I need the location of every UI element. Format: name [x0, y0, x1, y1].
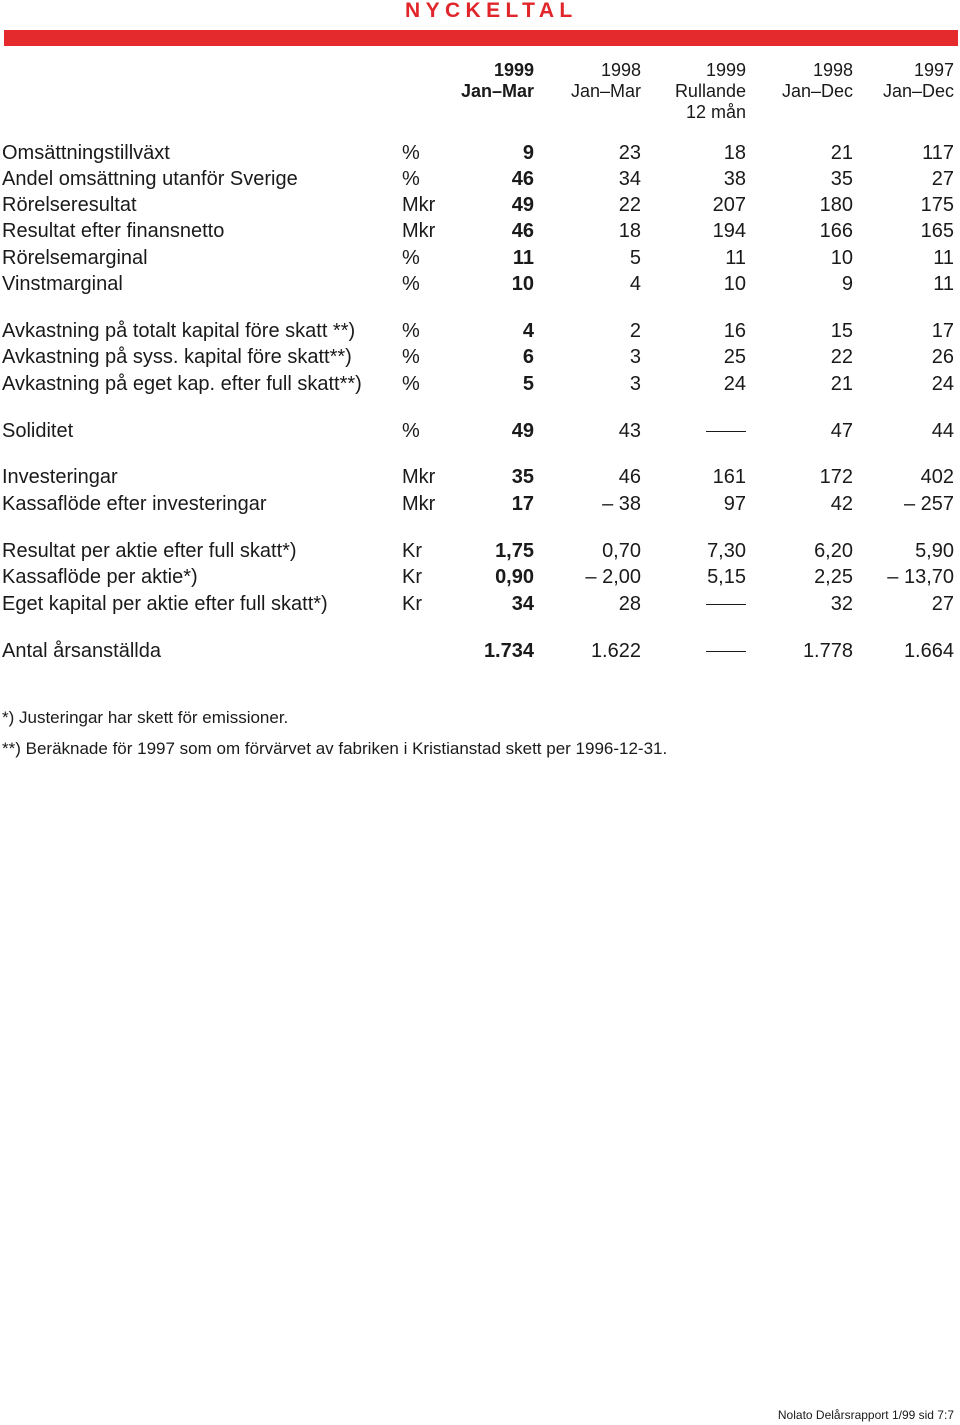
row-value: 26: [931, 346, 954, 368]
page-title: NYCKELTAL: [405, 0, 578, 22]
row-value: 23: [618, 142, 641, 164]
row-value: 9: [522, 142, 534, 164]
empty-value-dash: [706, 418, 746, 444]
table-row: [0, 464, 960, 490]
row-value: 38: [723, 168, 746, 190]
row-value: 117: [922, 142, 954, 164]
row-value: 46: [511, 220, 534, 242]
column-header-subperiod: 12 mån: [685, 102, 746, 122]
row-value: 10: [830, 247, 853, 269]
row-value: 1.778: [802, 640, 853, 662]
row-value: – 2,00: [585, 566, 641, 588]
row-label: Avkastning på totalt kapital före skatt **): [2, 320, 356, 342]
column-header-period: Jan–Mar: [460, 81, 534, 101]
row-label: Vinstmarginal: [2, 273, 123, 295]
row-label: Kassaflöde efter investeringar: [2, 493, 267, 515]
row-label: Antal årsanställda: [2, 640, 161, 662]
row-value: 97: [723, 493, 746, 515]
row-unit: Kr: [402, 593, 422, 615]
row-value: 18: [723, 142, 746, 164]
row-unit: %: [402, 320, 420, 342]
row-value: 35: [830, 168, 853, 190]
row-value: 166: [819, 220, 853, 242]
row-label: Resultat efter finansnetto: [2, 220, 225, 242]
table-row: [0, 166, 960, 192]
row-value: 17: [511, 493, 534, 515]
row-value: 44: [931, 420, 954, 442]
row-value: 5: [522, 373, 534, 395]
row-value: 5: [629, 247, 641, 269]
row-value: 22: [830, 346, 853, 368]
row-label: Investeringar: [2, 466, 118, 488]
column-header-period: Rullande: [674, 81, 746, 101]
row-value: 402: [920, 466, 954, 488]
row-value: 9: [841, 273, 853, 295]
dash-line: [706, 431, 746, 433]
column-header-year: 1999: [705, 60, 746, 80]
column-header-2: [675, 60, 746, 123]
row-unit: %: [402, 373, 420, 395]
row-value: – 38: [602, 493, 641, 515]
row-unit: Kr: [402, 566, 422, 588]
table-row: [0, 491, 960, 517]
footnote: **) Beräknade för 1997 som om förvärvet av fabriken i Kristianstad skett per 1996-12-31.: [2, 739, 668, 758]
row-value: 4: [522, 320, 534, 342]
row-value: 194: [712, 220, 746, 242]
row-value: 1.664: [903, 640, 954, 662]
row-label: Omsättningstillväxt: [2, 142, 170, 164]
column-header-0: [461, 60, 534, 102]
row-unit: %: [402, 420, 420, 442]
empty-value-dash: [706, 638, 746, 664]
row-label: Andel omsättning utanför Sverige: [2, 168, 298, 190]
table-row: [0, 564, 960, 590]
row-value: 7,30: [707, 540, 746, 562]
table-row: [0, 318, 960, 344]
row-value: 35: [511, 466, 534, 488]
row-value: 3: [629, 346, 641, 368]
row-value: 6,20: [814, 540, 853, 562]
row-value: 165: [920, 220, 954, 242]
row-value: 16: [723, 320, 746, 342]
row-value: 11: [933, 247, 954, 269]
row-unit: Mkr: [402, 220, 436, 242]
row-value: 5,90: [915, 540, 954, 562]
row-value: 34: [511, 593, 534, 615]
row-label: Rörelseresultat: [2, 194, 137, 216]
row-value: – 13,70: [887, 566, 954, 588]
row-value: 11: [512, 247, 534, 269]
table-row: [0, 638, 960, 664]
table-row: [0, 245, 960, 271]
row-value: 172: [819, 466, 853, 488]
empty-value-dash: [706, 591, 746, 617]
row-value: 175: [920, 194, 954, 216]
column-header-period: Jan–Mar: [570, 81, 641, 101]
row-label: Kassaflöde per aktie*): [2, 566, 198, 588]
column-header-year: 1998: [812, 60, 853, 80]
row-value: 21: [830, 373, 853, 395]
row-value: 43: [618, 420, 641, 442]
column-header-period: Jan–Dec: [781, 81, 853, 101]
row-label: Rörelsemarginal: [2, 247, 148, 269]
row-value: 24: [931, 373, 954, 395]
title-bar: [4, 30, 958, 46]
page-reference: Nolato Delårsrapport 1/99 sid 7:7: [777, 1408, 954, 1422]
row-value: 180: [819, 194, 853, 216]
column-header-3: [782, 60, 853, 102]
column-header-period: Jan–Dec: [882, 81, 954, 101]
row-value: 46: [618, 466, 641, 488]
row-value: 17: [931, 320, 954, 342]
row-unit: Mkr: [402, 493, 436, 515]
row-value: 47: [830, 420, 853, 442]
row-value: 1.734: [483, 640, 534, 662]
row-value: 34: [618, 168, 641, 190]
row-label: Soliditet: [2, 420, 74, 442]
table-row: [0, 192, 960, 218]
row-unit: %: [402, 273, 420, 295]
table-row: [0, 591, 960, 617]
row-value: 11: [725, 247, 746, 269]
row-unit: Kr: [402, 540, 422, 562]
row-value: 22: [618, 194, 641, 216]
row-value: 5,15: [707, 566, 746, 588]
table-row: [0, 140, 960, 166]
row-unit: Mkr: [402, 194, 436, 216]
table-row: [0, 418, 960, 444]
column-header-year: 1998: [600, 60, 641, 80]
row-unit: Mkr: [402, 466, 436, 488]
row-value: 21: [830, 142, 853, 164]
row-value: 18: [618, 220, 641, 242]
row-value: 24: [723, 373, 746, 395]
row-value: 1.622: [590, 640, 641, 662]
footnote: *) Justeringar har skett för emissioner.: [2, 708, 289, 727]
row-value: 2,25: [814, 566, 853, 588]
column-header-4: [883, 60, 954, 102]
row-label: Avkastning på eget kap. efter full skatt**): [2, 373, 362, 395]
row-value: 32: [830, 593, 853, 615]
row-value: 15: [830, 320, 853, 342]
row-label: Resultat per aktie efter full skatt*): [2, 540, 297, 562]
row-unit: %: [402, 346, 420, 368]
table-row: [0, 218, 960, 244]
row-value: – 257: [903, 493, 954, 515]
row-value: 28: [618, 593, 641, 615]
row-value: 2: [629, 320, 641, 342]
row-value: 6: [522, 346, 534, 368]
row-value: 27: [931, 593, 954, 615]
row-value: 10: [723, 273, 746, 295]
row-value: 0,70: [602, 540, 641, 562]
row-value: 11: [933, 273, 954, 295]
column-header-year: 1997: [913, 60, 954, 80]
dash-line: [706, 604, 746, 606]
row-value: 25: [723, 346, 746, 368]
table-row: [0, 344, 960, 370]
row-value: 49: [511, 420, 534, 442]
column-header-1: [571, 60, 641, 102]
row-label: Eget kapital per aktie efter full skatt*): [2, 593, 328, 615]
row-value: 207: [712, 194, 746, 216]
row-unit: %: [402, 168, 420, 190]
row-value: 49: [511, 194, 534, 216]
row-unit: %: [402, 247, 420, 269]
row-value: 1,75: [495, 540, 534, 562]
row-value: 3: [629, 373, 641, 395]
row-value: 27: [931, 168, 954, 190]
row-value: 0,90: [495, 566, 534, 588]
table-row: [0, 371, 960, 397]
row-value: 42: [830, 493, 853, 515]
column-header-year: 1999: [493, 60, 534, 80]
row-value: 4: [629, 273, 641, 295]
row-unit: %: [402, 142, 420, 164]
row-label: Avkastning på syss. kapital före skatt**): [2, 346, 352, 368]
row-value: 10: [511, 273, 534, 295]
table-row: [0, 538, 960, 564]
table-row: [0, 271, 960, 297]
row-value: 161: [712, 466, 746, 488]
row-value: 46: [511, 168, 534, 190]
dash-line: [706, 651, 746, 653]
